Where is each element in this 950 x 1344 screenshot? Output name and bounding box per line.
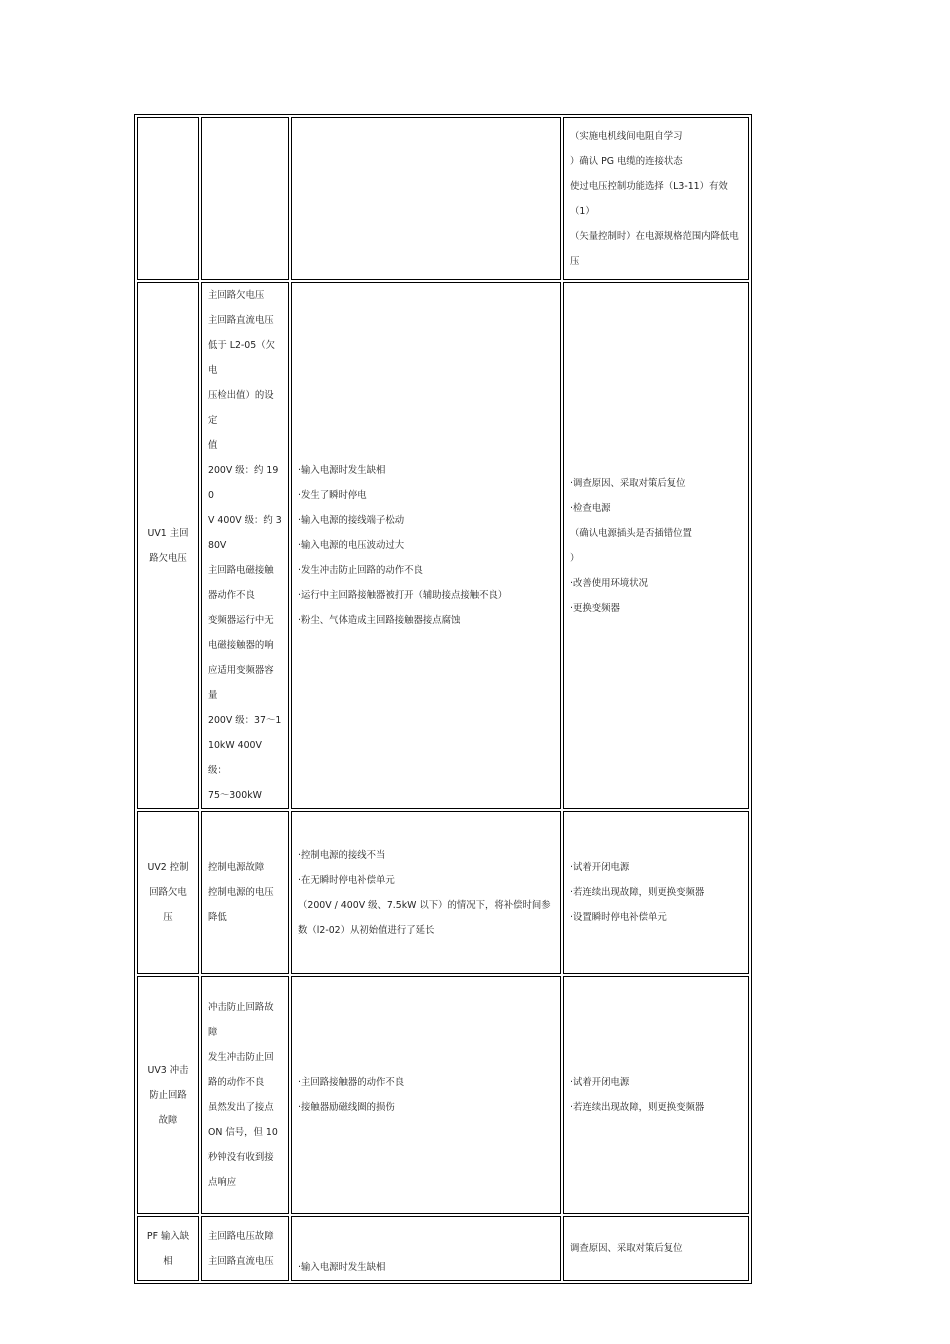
name-line: 值 bbox=[208, 440, 218, 451]
fault-name-cell bbox=[201, 117, 289, 280]
name-line: 200V 级：约 190 bbox=[208, 465, 279, 501]
cause-line: ·接触器励磁线圈的损伤 bbox=[298, 1102, 395, 1113]
action-line: 使过电压控制功能选择（L3-11）有效（1） bbox=[570, 180, 728, 217]
name-line: 主回路直流电压 bbox=[208, 1255, 274, 1267]
cause-line: ·控制电源的接线不当 bbox=[298, 849, 386, 861]
cause-line: ·发生冲击防止回路的动作不良 bbox=[298, 565, 423, 576]
fault-name-cell bbox=[201, 1216, 289, 1281]
name-line: 电磁接触器的响 bbox=[208, 640, 274, 651]
action-line: ·调查原因、采取对策后复位 bbox=[570, 477, 686, 489]
name-line: 降低 bbox=[208, 912, 227, 923]
name-line: 压检出值）的设定 bbox=[208, 390, 274, 426]
name-line: 主回路欠电压 bbox=[208, 290, 265, 301]
fault-code-cell bbox=[137, 282, 199, 809]
code-line: 路欠电压 bbox=[149, 552, 187, 564]
action-line: （实施电机线间电阻自学习 bbox=[570, 130, 683, 142]
fault-code-cell bbox=[137, 811, 199, 974]
table-row bbox=[137, 1216, 749, 1281]
cause-line: 数（l2-02）从初始值进行了延长 bbox=[298, 924, 435, 936]
cause-line: （200V / 400V 级、7.5kW 以下）的情况下，将补偿时间参 bbox=[298, 899, 551, 911]
cause-line: ·输入电源时发生缺相 bbox=[298, 1262, 386, 1273]
fault-table bbox=[134, 114, 752, 1284]
table-row bbox=[137, 976, 749, 1214]
table-row bbox=[137, 811, 749, 974]
name-line: 器动作不良 bbox=[208, 590, 255, 601]
action-line: 调查原因、采取对策后复位 bbox=[570, 1243, 683, 1254]
code-line: 压 bbox=[163, 912, 173, 923]
fault-action-cell bbox=[563, 976, 749, 1214]
action-line: （矢量控制时）在电源规格范围内降低电 bbox=[570, 230, 739, 242]
name-line: V 400V 级：约 3 bbox=[208, 515, 282, 526]
name-line: 变频器运行中无 bbox=[208, 615, 274, 626]
name-line: 应适用变频器容 bbox=[208, 665, 274, 676]
action-line: ）确认 PG 电缆的连接状态 bbox=[570, 155, 683, 167]
fault-name-cell bbox=[201, 282, 289, 809]
cause-line: ·输入电源时发生缺相 bbox=[298, 465, 386, 476]
name-line: 点响应 bbox=[208, 1177, 237, 1188]
fault-code-cell bbox=[137, 117, 199, 280]
cause-line: ·在无瞬时停电补偿单元 bbox=[298, 874, 395, 886]
name-line: 量 bbox=[208, 690, 218, 701]
fault-action-cell bbox=[563, 117, 749, 280]
name-line: ON 信号，但 10 bbox=[208, 1127, 278, 1138]
cause-line: ·输入电源的接线端子松动 bbox=[298, 515, 405, 526]
action-line: ·试着开闭电源 bbox=[570, 1077, 630, 1088]
fault-name-cell bbox=[201, 976, 289, 1214]
cause-line: ·发生了瞬时停电 bbox=[298, 490, 367, 501]
name-line: 10kW 400V 级： bbox=[208, 740, 262, 776]
action-line: ·若连续出现故障，则更换变频器 bbox=[570, 1102, 705, 1113]
fault-cause-cell bbox=[291, 976, 561, 1214]
name-line: 200V 级：37～1 bbox=[208, 715, 282, 726]
fault-action-cell bbox=[563, 1216, 749, 1281]
action-line: （确认电源插头是否插错位置 bbox=[570, 527, 692, 539]
name-line: 发生冲击防止回 bbox=[208, 1052, 274, 1063]
code-line: PF 输入缺 bbox=[146, 1230, 190, 1242]
fault-code-cell bbox=[137, 1216, 199, 1281]
code-line: 相 bbox=[163, 1255, 173, 1267]
cause-line: ·主回路接触器的动作不良 bbox=[298, 1077, 405, 1088]
name-line: 80V bbox=[208, 540, 227, 551]
action-line: 压 bbox=[570, 255, 580, 267]
fault-name-cell bbox=[201, 811, 289, 974]
fault-cause-cell bbox=[291, 282, 561, 809]
code-line: UV3 冲击 bbox=[147, 1064, 189, 1076]
code-line: 防止回路 bbox=[149, 1089, 187, 1101]
name-line: 主回路电磁接触 bbox=[208, 565, 274, 576]
name-line: 秒钟没有收到接 bbox=[208, 1152, 274, 1163]
code-line: 故障 bbox=[158, 1114, 178, 1126]
fault-action-cell bbox=[563, 811, 749, 974]
action-line: ·设置瞬时停电补偿单元 bbox=[570, 912, 667, 923]
name-line: 控制电源故障 bbox=[208, 862, 265, 873]
fault-action-cell bbox=[563, 282, 749, 809]
code-line: 回路欠电 bbox=[149, 887, 187, 898]
fault-cause-cell bbox=[291, 117, 561, 280]
action-line: ·改善使用环境状况 bbox=[570, 577, 648, 589]
cause-line: ·输入电源的电压波动过大 bbox=[298, 540, 405, 551]
action-line: ·若连续出现故障，则更换变频器 bbox=[570, 887, 705, 898]
fault-cause-cell bbox=[291, 1216, 561, 1281]
name-line: 虽然发出了接点 bbox=[208, 1102, 274, 1113]
table-row bbox=[137, 117, 749, 280]
cause-line: ·运行中主回路接触器被打开（辅助接点接触不良） bbox=[298, 590, 508, 601]
action-line: ·检查电源 bbox=[570, 502, 611, 514]
table-row bbox=[137, 282, 749, 809]
code-line: UV1 主回 bbox=[147, 527, 189, 539]
name-line: 障 bbox=[208, 1027, 218, 1038]
name-line: 低于 L2-05（欠电 bbox=[208, 340, 275, 376]
action-line: ·试着开闭电源 bbox=[570, 862, 630, 873]
cause-line: ·粉尘、气体造成主回路接触器接点腐蚀 bbox=[298, 615, 461, 626]
action-line: ） bbox=[570, 552, 580, 564]
name-line: 冲击防止回路故 bbox=[208, 1002, 274, 1013]
code-line: UV2 控制 bbox=[147, 862, 189, 873]
name-line: 主回路电压故障 bbox=[208, 1230, 274, 1242]
fault-code-cell bbox=[137, 976, 199, 1214]
name-line: 控制电源的电压 bbox=[208, 887, 274, 898]
action-line: ·更换变频器 bbox=[570, 602, 620, 614]
fault-cause-cell bbox=[291, 811, 561, 974]
name-line: 路的动作不良 bbox=[208, 1077, 265, 1088]
name-line: 主回路直流电压 bbox=[208, 315, 274, 326]
name-line: 75～300kW bbox=[208, 790, 262, 801]
